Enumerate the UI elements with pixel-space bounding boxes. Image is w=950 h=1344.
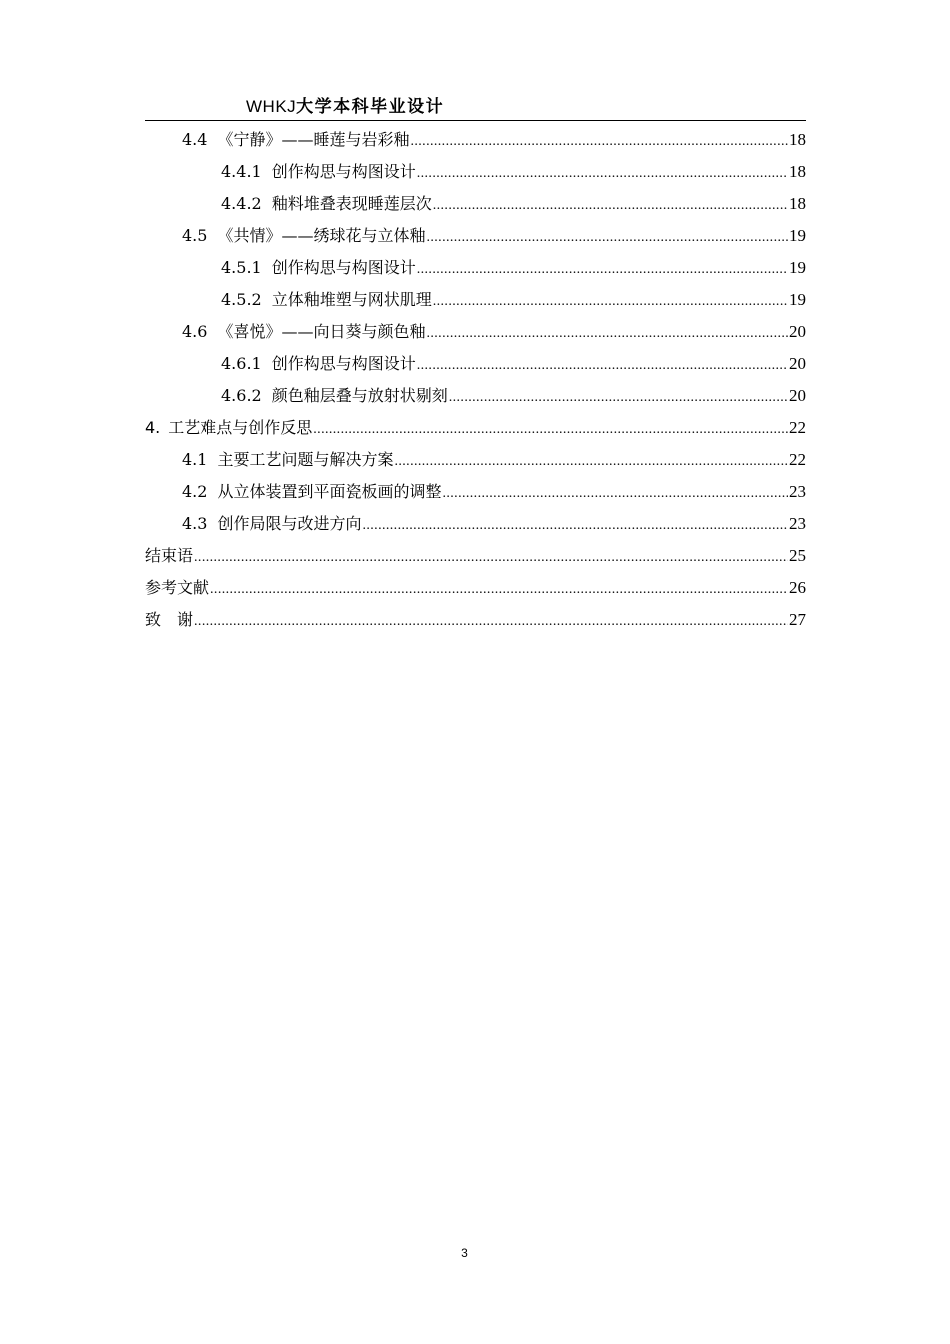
dot-leader xyxy=(449,382,788,414)
toc-entry-page: 20 xyxy=(789,322,806,341)
toc-entry-page: 26 xyxy=(789,578,806,597)
dot-leader xyxy=(210,574,788,606)
toc-entry-page: 22 xyxy=(789,418,806,437)
dot-leader xyxy=(426,318,788,350)
toc-entry[interactable] xyxy=(145,476,806,508)
dot-leader xyxy=(433,190,788,222)
toc-entry-page: 22 xyxy=(789,450,806,469)
dot-leader xyxy=(417,158,788,190)
toc-entry-title: 创作构思与构图设计 xyxy=(271,258,416,277)
toc-entry-title: 《宁静》——睡莲与岩彩釉 xyxy=(217,130,410,149)
toc-entry-title: 创作构思与构图设计 xyxy=(271,162,416,181)
dot-leader xyxy=(194,542,788,574)
toc-entry-title: 参考文献 xyxy=(145,578,210,597)
toc-entry-number: 4.4 xyxy=(182,130,208,149)
toc-entry[interactable] xyxy=(145,316,806,348)
toc-entry-number: 4.6.2 xyxy=(221,386,262,405)
toc-entry-number: 4. xyxy=(145,418,161,437)
toc-entry[interactable] xyxy=(145,252,806,284)
toc-entry-number: 4.4.1 xyxy=(221,162,262,181)
toc-entry-number: 4.6.1 xyxy=(221,354,262,373)
toc-entry-title: 致 谢 xyxy=(145,610,194,629)
page-header xyxy=(145,96,806,121)
toc-entry-page: 18 xyxy=(789,194,806,213)
toc-entry-page: 23 xyxy=(789,482,806,501)
toc-entry-page: 20 xyxy=(789,386,806,405)
toc-entry-title: 工艺难点与创作反思 xyxy=(168,418,313,437)
toc-entry-number: 4.5.2 xyxy=(221,290,262,309)
toc-entry-title: 从立体装置到平面瓷板画的调整 xyxy=(217,482,442,501)
toc-chapter-entry[interactable] xyxy=(145,540,806,572)
toc-entry-number: 4.2 xyxy=(182,482,208,501)
dot-leader xyxy=(417,254,788,286)
toc-chapter-entry[interactable] xyxy=(145,604,806,636)
toc-entry-page: 25 xyxy=(789,546,806,565)
toc-entry-title: 釉料堆叠表现睡莲层次 xyxy=(271,194,432,213)
toc-entry-title: 《共情》——绣球花与立体釉 xyxy=(217,226,426,245)
toc-entry-number: 4.5 xyxy=(182,226,208,245)
toc-entry[interactable] xyxy=(145,508,806,540)
header-title xyxy=(246,96,444,118)
toc-entry-title: 创作构思与构图设计 xyxy=(271,354,416,373)
toc-entry[interactable] xyxy=(145,284,806,316)
toc-entry[interactable] xyxy=(145,124,806,156)
table-of-contents xyxy=(145,124,806,636)
toc-entry[interactable] xyxy=(145,348,806,380)
header-institution-code: WHKJ xyxy=(246,97,297,116)
toc-entry-title: 《喜悦》——向日葵与颜色釉 xyxy=(217,322,426,341)
toc-entry[interactable] xyxy=(145,156,806,188)
toc-entry-page: 19 xyxy=(789,258,806,277)
toc-entry-number: 4.3 xyxy=(182,514,208,533)
toc-entry-number: 4.5.1 xyxy=(221,258,262,277)
toc-entry-number: 4.6 xyxy=(182,322,208,341)
toc-entry-title: 主要工艺问题与解决方案 xyxy=(217,450,394,469)
toc-entry-page: 20 xyxy=(789,354,806,373)
toc-entry[interactable] xyxy=(145,444,806,476)
toc-entry[interactable] xyxy=(145,220,806,252)
toc-entry-number: 4.1 xyxy=(182,450,208,469)
toc-entry-title: 颜色釉层叠与放射状剔刻 xyxy=(271,386,448,405)
toc-chapter-entry[interactable] xyxy=(145,572,806,604)
dot-leader xyxy=(426,222,788,254)
toc-chapter-entry[interactable] xyxy=(145,412,806,444)
toc-entry-title: 创作局限与改进方向 xyxy=(217,514,362,533)
dot-leader xyxy=(394,446,788,478)
toc-entry-title: 立体釉堆塑与网状肌理 xyxy=(271,290,432,309)
dot-leader xyxy=(313,414,788,446)
dot-leader xyxy=(417,350,788,382)
toc-entry-page: 23 xyxy=(789,514,806,533)
dot-leader xyxy=(362,510,788,542)
toc-entry-title: 结束语 xyxy=(145,546,194,565)
toc-entry[interactable] xyxy=(145,188,806,220)
toc-entry-number: 4.4.2 xyxy=(221,194,262,213)
header-document-type: 大学本科毕业设计 xyxy=(296,97,445,117)
toc-entry-page: 19 xyxy=(789,226,806,245)
toc-entry-page: 18 xyxy=(789,162,806,181)
page-number: 3 xyxy=(461,1246,468,1260)
dot-leader xyxy=(433,286,788,318)
page-footer xyxy=(0,1246,950,1260)
toc-entry-page: 18 xyxy=(789,130,806,149)
dot-leader xyxy=(442,478,788,510)
toc-entry[interactable] xyxy=(145,380,806,412)
dot-leader xyxy=(410,126,788,158)
toc-entry-page: 19 xyxy=(789,290,806,309)
dot-leader xyxy=(194,606,788,638)
toc-entry-page: 27 xyxy=(789,610,806,629)
